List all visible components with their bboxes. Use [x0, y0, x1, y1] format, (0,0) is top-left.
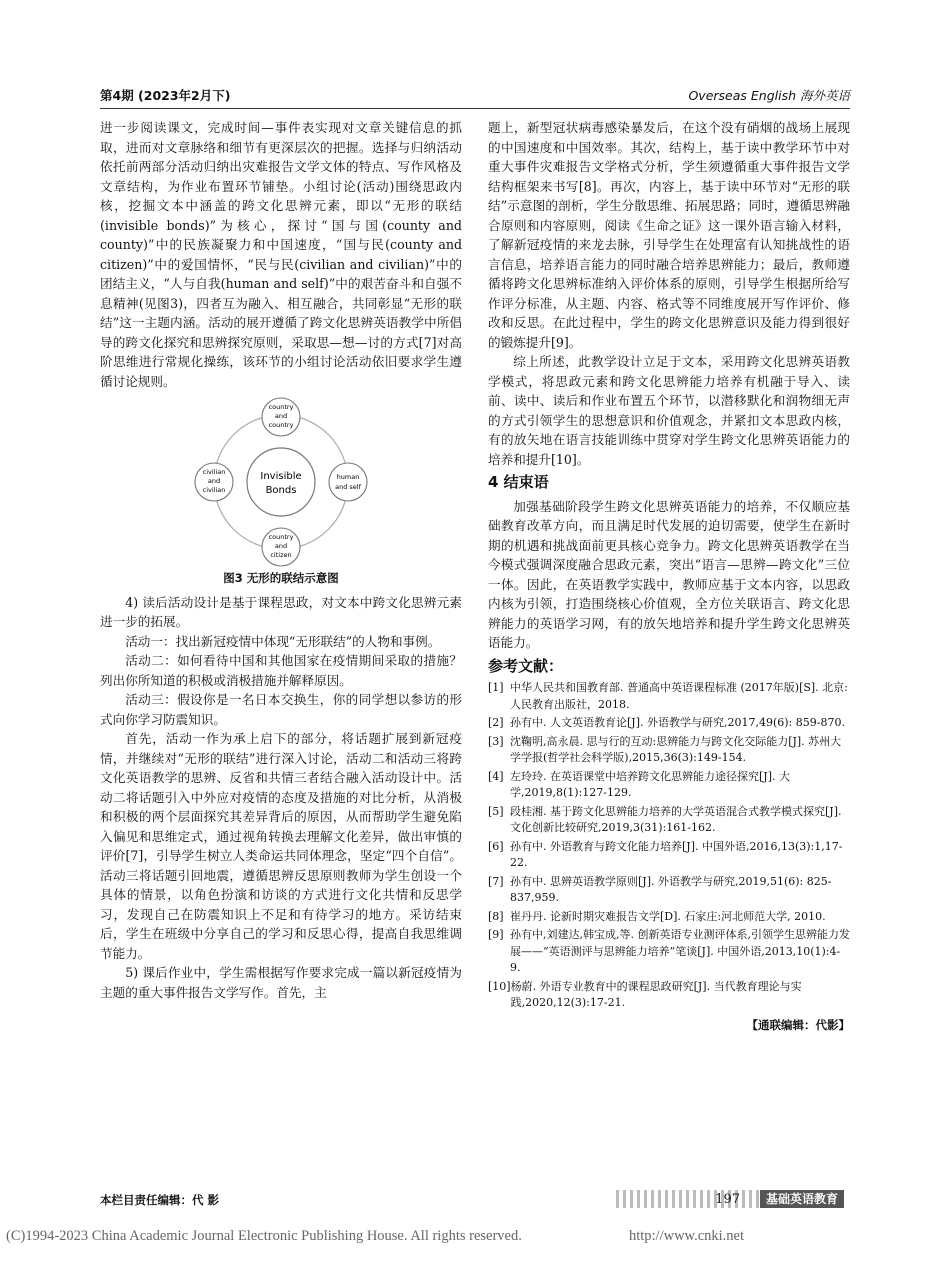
reference-number: [8]: [488, 909, 504, 923]
reference-item: [488, 874, 850, 907]
reference-list: [488, 680, 850, 1012]
reference-text: 杨蔚. 外语专业教育中的课程思政研究[J]. 当代教育理论与实践,2020,12(3):17-21.: [510, 979, 802, 1009]
left-label-1: civilian: [202, 468, 226, 476]
center-label-1: Invisible: [260, 471, 302, 482]
paragraph: 活动二：如何看待中国和其他国家在疫情期间采取的措施？列出你所知道的积极或消极措施并解释原因。: [100, 653, 462, 688]
top-label-1: country: [268, 403, 294, 411]
paragraph: 4) 读后活动设计是基于课程思政，对文本中跨文化思辨元素进一步的拓展。: [100, 594, 462, 629]
reference-number: [9]: [488, 928, 504, 941]
reference-number: [6]: [488, 839, 504, 853]
paragraph: 加强基础阶段学生跨文化思辨英语能力的培养，不仅顺应基础教育改革方向，而且满足时代发展的迫切需要，使学生在新时期的机遇和挑战面前更具核心竞争力。跨文化思辨英语教学在当今模式强调深度融合思政元素，突出“语言—思辨—跨文化”三位一体。因此，在英语教学实践中，教师应基于文本内容，以思政内核为引领，打造围绕核心价值观，全方位关联语言、跨文化思辨能力的英语学习网，有的放矢地培养和提升学生跨文化思辨英语能力。: [488, 498, 850, 650]
reference-item: [488, 734, 850, 767]
header-rule: [100, 108, 850, 109]
section-heading-conclusion: 4 结束语: [488, 473, 549, 491]
reference-text: 中华人民共和国教育部. 普通高中英语课程标准 (2017年版)[S]. 北京:人民教育出版社，2018.: [510, 681, 848, 711]
reference-item: [488, 769, 850, 802]
right-label-2: and self: [335, 483, 361, 491]
reference-number: [1]: [488, 681, 504, 694]
paragraph: 进一步阅读课文，完成时间—事件表实现对文章关键信息的抓取，进而对文章脉络和细节有更深层次的把握。选择与归纳活动依托前两部分活动归纳出灾难报告文学文体的特点、写作风格及文章结构，为作业布置环节铺垫。小组讨论(活动)围绕思政内核，挖掘文本中涵盖的跨文化思辨元素，即以“无形的联结(invisible bonds)”为核心，探讨“国与国(county and county)”中的民族凝聚力和中国速度，“国与民(county and citizen)”中的爱国情怀，“民与民(civilian and civilian)”中的团结主义，“人与自我(human and self)”中的艰苦奋斗和自强不息精神(见图3)，四者互为融入、相互融合，共同彰显“无形的联结”这一主题内涵。活动的展开遵循了跨文化思辨英语教学中所倡导的跨文化探究和思辨探究原则，采取思—想—讨的方式[7]对高阶思维进行常规化操练，该环节的小组讨论活动依旧要求学生遵循讨论规则。: [100, 120, 462, 389]
paragraph: 首先，活动一作为承上启下的部分，将话题扩展到新冠疫情，并继续对“无形的联结”进行深入讨论，活动二和活动三将跨文化英语教学的思辨、反省和共情三者结合融入活动设计中。活动二将话题引入中外应对疫情的态度及措施的对比分析，从消极和积极的两个层面探究其差异背后的原因，从而帮助学生避免陷入偏见和思维定式，通过视角转换去理解文化差异，做出审慎的评价[7]，引导学生树立人类命运共同体理念，坚定“四个自信”。活动三将话题引回地震，遵循思辨反思原则教师为学生创设一个具体的情景，以角色扮演和访谈的方式进行文化共情和反思学习，发现自己在防震知识上不足和有待学习的地方。采访结束后，学生在班级中分享自己的学习和反思心得，提高自我思维调节能力。: [100, 731, 462, 961]
paragraph: 综上所述，此教学设计立足于文本，采用跨文化思辨英语教学模式，将思政元素和跨文化思辨能力培养有机融于导入、读前、读中、读后和作业布置五个环节，以潜移默化和润物细无声的方式引领学生的思想意识和价值观念，并紧扣文本思政内核，有的放矢地在语言技能训练中贯穿对学生跨文化思辨英语能力的培养和提升[10]。: [488, 354, 850, 467]
column-editor-note: 【通联编辑：代影】: [746, 1017, 850, 1032]
reference-number: [3]: [488, 734, 504, 748]
reference-number: [5]: [488, 804, 504, 818]
page-footer: [100, 1190, 850, 1210]
references-heading: 参考文献：: [488, 656, 564, 675]
paragraph: 活动三：假设你是一名日本交换生，你的同学想以参访的形式向你学习防震知识。: [100, 692, 462, 727]
reference-number: [10]: [488, 979, 511, 993]
footer-journal-name: 基础英语教育: [760, 1190, 844, 1208]
reference-text: 沈鞠明,高永晨. 思与行的互动:思辨能力与跨文化交际能力[J]. 苏州大学学报(哲学社会科学版),2015,36(3):149-154.: [510, 734, 842, 764]
reference-text: 孙有中,刘建达,韩宝成,等. 创新英语专业测评体系,引领学生思辨能力发展——“英语测评与思辨能力培养”笔谈[J]. 中国外语,2013,10(1):4-9.: [510, 928, 850, 974]
reference-number: [7]: [488, 874, 504, 888]
reference-item: [488, 680, 850, 713]
reference-text: 崔丹丹. 论新时期灾难报告文学[D]. 石家庄:河北师范大学, 2010.: [510, 909, 826, 923]
bottom-label-1: country: [268, 533, 294, 541]
left-column: [100, 118, 462, 1002]
cnki-url[interactable]: http://www.cnki.net: [628, 1228, 744, 1244]
reference-number: [2]: [488, 716, 504, 729]
page-number: 197: [715, 1192, 740, 1207]
footer-editor: 本栏目责任编辑：代 影: [100, 1193, 220, 1207]
reference-item: [488, 909, 850, 926]
figure-3: [100, 397, 462, 567]
issue-label: 第4期 (2023年2月下): [100, 88, 231, 103]
figure-caption: 图3 无形的联结示意图: [223, 571, 339, 585]
reference-item: [488, 839, 850, 872]
journal-title: Overseas English 海外英语: [688, 88, 850, 103]
bottom-label-2: and: [274, 542, 288, 550]
reference-item: [488, 804, 850, 837]
reference-number: [4]: [488, 769, 504, 783]
right-node: [329, 463, 367, 501]
right-label-1: human: [336, 473, 360, 481]
reference-text: 孙有中. 人文英语教育论[J]. 外语教学与研究,2017,49(6): 859-870.: [510, 716, 845, 729]
reference-text: 段桂湘. 基于跨文化思辨能力培养的大学英语混合式教学模式探究[J]. 文化创新比较研究,2019,3(31):161-162.: [510, 804, 842, 834]
copyright-text: (C)1994-2023 China Academic Journal Electronic Publishing House. All rights reserved.: [6, 1228, 522, 1244]
center-node: [247, 448, 315, 516]
top-label-3: country: [268, 421, 294, 429]
reference-item: [488, 979, 850, 1012]
reference-text: 孙有中. 思辨英语教学原则[J]. 外语教学与研究,2019,51(6): 825-837,959.: [510, 874, 832, 904]
bottom-label-3: citizen: [270, 551, 292, 559]
reference-text: 孙有中. 外语教育与跨文化能力培养[J]. 中国外语,2016,13(3):1,17-22.: [510, 839, 843, 869]
reference-text: 左玲玲. 在英语课堂中培养跨文化思辨能力途径探究[J]. 大学,2019,8(1):127-129.: [510, 769, 790, 799]
reference-item: [488, 715, 850, 732]
invisible-bonds-diagram: [181, 397, 381, 567]
paragraph: 5) 课后作业中，学生需根据写作要求完成一篇以新冠疫情为主题的重大事件报告文学写作。首先，主: [100, 965, 462, 1000]
running-header: [100, 86, 850, 102]
paragraph: 题上，新型冠状病毒感染暴发后，在这个没有硝烟的战场上展现的中国速度和中国效率。其次，结构上，基于读中教学环节中对重大事件灾难报告文学格式分析，学生须遵循重大事件报告文学结构框架来书写[8]。再次，内容上，基于读中环节对“无形的联结”示意图的剖析，学生分散思维、拓展思路；同时，遵循思辨融合原则和内容原则，阅读《生命之证》这一课外语言输入材料，了解新冠疫情的来龙去脉，引导学生在处理富有认知挑战性的语言信息，培养语言能力的同时融合培养思辨能力；最后，教师遵循将跨文化思辨标准纳入评价体系的原则，引导学生根据所给写作评分标准，从主题、内容、格式等不同维度展开写作评价、修改和反思。在此过程中，学生的跨文化思辨意识及能力得到很好的锻炼提升[9]。: [488, 120, 850, 350]
top-label-2: and: [274, 412, 288, 420]
paragraph: 活动一：找出新冠疫情中体现“无形联结”的人物和事例。: [125, 633, 441, 649]
right-column: [488, 118, 850, 1035]
left-label-2: and: [207, 477, 221, 485]
center-label-2: Bonds: [265, 485, 297, 496]
reference-item: [488, 927, 850, 977]
left-label-3: civilian: [202, 486, 226, 494]
